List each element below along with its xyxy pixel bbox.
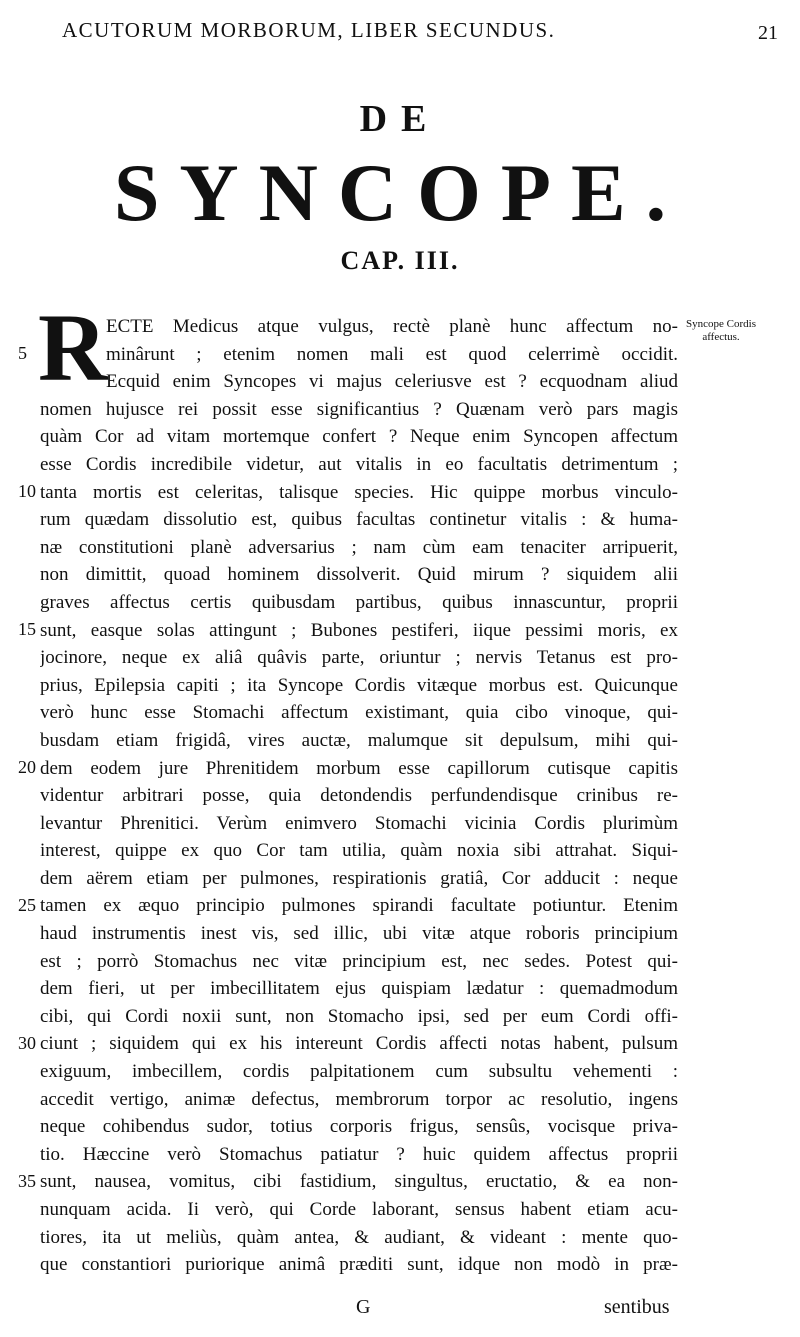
page-number: 21 <box>758 22 778 44</box>
text-line: que constantiori puriorique animâ præditi sunt, idque non modò in præ- <box>40 1254 678 1276</box>
line-number: 10 <box>18 481 36 501</box>
text-line: dem fieri, ut per imbecillitatem ejus quispiam lædatur : quemadmodum <box>40 978 678 1000</box>
drop-capital: R <box>38 294 108 401</box>
text-line: nunquam acida. Ii verò, qui Corde laborant, sensus habent etiam acu- <box>40 1199 678 1220</box>
line-number: 35 <box>18 1171 36 1191</box>
text-line: est ; porrò Stomachus nec vitæ principium est, nec sedes. Potest qui- <box>40 950 678 972</box>
line-number: 5 <box>18 343 27 363</box>
margin-note: Syncope Cordis affectus. <box>686 318 756 343</box>
text-line: tio. Hæccine verò Stomachus patiatur ? huic quidem affectus proprii <box>40 1143 678 1165</box>
text-line: jocinore, neque ex aliâ quâvis parte, oriuntur ; nervis Tetanus est pro- <box>40 647 678 669</box>
text-line: accedit vertigo, animæ defectus, membrorum torpor ac resolutio, ingens <box>40 1088 678 1110</box>
line-number: 15 <box>18 619 36 639</box>
text-line: neque cohibendus sudor, totius corporis frigus, sensûs, vocisque priva- <box>40 1116 678 1138</box>
signature-mark: G <box>356 1296 371 1318</box>
line-number: 25 <box>18 895 36 915</box>
running-head: ACUTORUM MORBORUM, LIBER SECUNDUS. <box>62 18 556 42</box>
text-line: interest, quippe ex quo Cor tam utilia, quàm noxia sibi attrahat. Siqui- <box>40 840 678 862</box>
text-line: levantur Phrenitici. Verùm enimvero Stomachi vicinia Cordis plurimùm <box>40 812 678 834</box>
title-main: SYNCOPE. <box>113 147 687 238</box>
text-line: dem eodem jure Phrenitidem morbum esse capillorum cutisque capitis <box>40 757 678 779</box>
text-line: verò hunc esse Stomachi affectum existimant, quia cibo vinoque, qui- <box>40 702 678 724</box>
text-line: haud instrumentis inest vis, sed illic, ubi vitæ atque roboris principium <box>40 923 678 945</box>
text-line: ECTE Medicus atque vulgus, rectè planè hunc affectum no- <box>106 316 678 337</box>
text-line: exiguum, imbecillem, cordis palpitationem cum subsultu vehementi : <box>40 1061 678 1083</box>
text-line: quàm Cor ad vitam mortemque confert ? Neque enim Syncopen affectum <box>40 426 678 448</box>
text-line: minârunt ; etenim nomen mali est quod celerrimè occidit. <box>106 343 678 365</box>
text-line: prius, Epilepsia capiti ; ita Syncope Cordis vitæque morbus est. Quicunque <box>40 674 678 696</box>
text-line: dem aërem etiam per pulmones, respirationis gratiâ, Cor adducit : neque <box>40 867 678 889</box>
text-line: næ constitutioni planè adversarius ; nam cùm eam tenaciter arripuerit, <box>40 536 678 558</box>
text-line: ciunt ; siquidem qui ex his intereunt Cordis affecti notas habent, pulsum <box>40 1033 678 1055</box>
text-line: graves affectus certis quibusdam partibus, quibus innascuntur, proprii <box>40 591 678 613</box>
text-line: nomen hujusce rei possit esse significantius ? Quænam verò pars magis <box>40 398 678 420</box>
text-line: cibi, qui Cordi noxii sunt, non Stomacho ipsi, sed per eum Cordi offi- <box>40 1005 678 1027</box>
catchword: sentibus <box>604 1296 670 1318</box>
text-line: tanta mortis est celeritas, talisque species. Hic quippe morbus vinculo- <box>40 481 678 503</box>
chapter-heading: CAP. III. <box>340 246 460 275</box>
text-line: sunt, nausea, vomitus, cibi fastidium, singultus, eructatio, & ea non- <box>40 1171 678 1193</box>
text-line: tiores, ita ut meliùs, quàm antea, & audiant, & videant : mente quo- <box>40 1226 678 1248</box>
text-line: sunt, easque solas attingunt ; Bubones pestiferi, iique pessimi moris, ex <box>40 619 678 641</box>
line-number: 30 <box>18 1033 36 1053</box>
text-line: busdam etiam frigidâ, vires auctæ, malumque sit depulsum, mihi qui- <box>40 729 678 751</box>
body-text <box>40 313 678 1279</box>
text-line: rum quædam dissolutio est, quibus facultas continetur vitalis : & huma- <box>40 509 678 531</box>
text-line: videntur arbitrari posse, quia detondendis perfundendisque crinibus re- <box>40 785 678 807</box>
text-line: non dimittit, quoad hominem dissolverit. Quid mirum ? siquidem alii <box>40 564 678 586</box>
title-de: DE <box>359 98 441 140</box>
line-number: 20 <box>18 757 36 777</box>
text-line: tamen ex æquo principio pulmones spirandi facultate potiuntur. Etenim <box>40 895 678 917</box>
text-line: Ecquid enim Syncopes vi majus celeriusve est ? ecquodnam aliud <box>106 371 678 393</box>
text-line: esse Cordis incredibile videtur, aut vitalis in eo facultatis detrimentum ; <box>40 453 678 475</box>
